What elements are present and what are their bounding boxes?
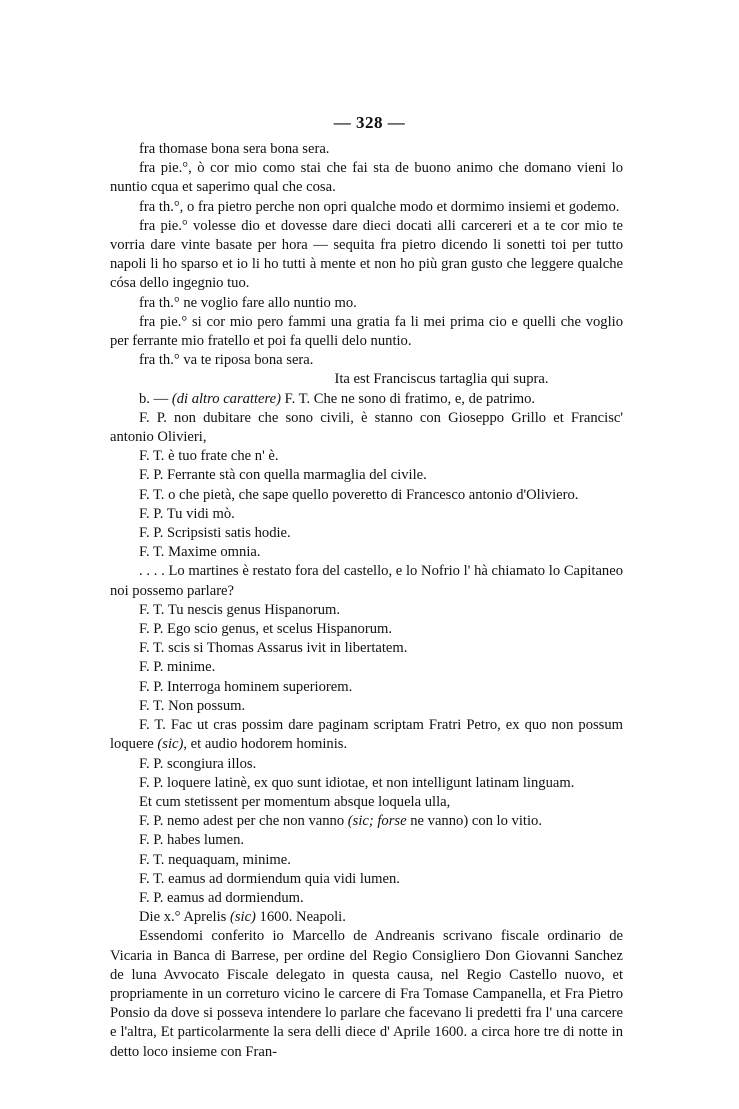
page-number: — 328 — [333, 113, 406, 132]
text-line [110, 908, 623, 927]
text-line: F. T. scis si Thomas Assarus ivit in libertatem. [139, 640, 408, 657]
text-fragment: F. P. nemo adest per che non vanno [139, 813, 345, 830]
italic-note: (sic) [157, 736, 184, 753]
signature-line: Ita est Franciscus tartaglia qui supra. [334, 371, 549, 388]
text-line: F. T. è tuo frate che n' è. [139, 448, 279, 465]
text-line: F. P. Interroga hominem superiorem. [139, 678, 353, 695]
text-fragment: con lo vitio. [468, 813, 542, 830]
text-line: F. P. Ego scio genus, et scelus Hispanorum. [139, 621, 392, 638]
text-fragment: F. T. Che ne sono di fratimo, e, de patrimo. [281, 390, 536, 407]
text-line: fra thomase bona sera bona sera. [139, 141, 330, 157]
text-fragment: 1600. Neapoli. [255, 909, 346, 926]
text-line: fra pie.° volesse dio et dovesse dare dieci docati alli carcereri et a te cor mio te vorria dare vinte basate per hora — sequita fra pietro dicendo li sonetti toi per tutto napoli li ho sparso et io li ho tutti à mente et non ho più gran gusto che leggere qualche cósa dello ingegnio tuo. [110, 217, 623, 292]
text-fragment: F. T. Fac ut cras possim dare paginam scriptam Fratri Petro, ex quo non possum loquere [110, 717, 623, 753]
text-line: F. P. minime. [139, 659, 216, 676]
text-line: F. T. Tu nescis genus Hispanorum. [139, 601, 340, 618]
text-line [110, 716, 623, 754]
text-line: F. P. non dubitare che sono civili, è stanno con Gioseppo Grillo et Francisc' antonio Olivieri, [110, 409, 623, 446]
text-line: F. T. o che pietà, che sape quello poveretto di Francesco antonio d'Oliviero. [139, 486, 579, 503]
body-text [110, 140, 623, 1062]
text-fragment: Die x.° Aprelis [139, 909, 227, 926]
text-line: fra pie.° si cor mio pero fammi una gratia fa li mei prima cio e quelli che voglio per ferrante mio fratello et poi fa quelli delo nuntio. [110, 313, 623, 350]
text-fragment: , et audio hodorem hominis. [183, 736, 348, 753]
text-line: F. P. eamus ad dormiendum. [139, 889, 304, 906]
text-line: fra pie.°, ò cor mio como stai che fai sta de buono animo che domano vieni lo nuntio cqua et saperimo qual che cosa. [110, 160, 623, 196]
text-line: fra th.° va te riposa bona sera. [139, 352, 314, 369]
text-line: F. P. habes lumen. [139, 832, 245, 849]
text-line: . . . . Lo martines è restato fora del castello, e lo Nofrio l' hà chiamato lo Capitaneo noi possemo parlare? [110, 563, 623, 599]
text-line: F. P. Scripsisti satis hodie. [139, 525, 291, 542]
text-line: F. T. Non possum. [139, 697, 246, 714]
text-fragment: ne vanno) [406, 813, 469, 830]
text-line: F. P. loquere latinè, ex quo sunt idiotae, et non intelligunt latinam linguam. [139, 774, 575, 791]
text-line: F. T. Maxime omnia. [139, 544, 261, 561]
text-line: F. P. scongiura illos. [139, 755, 257, 772]
text-line: fra th.° ne voglio fare allo nuntio mo. [139, 294, 357, 311]
text-line: F. P. Ferrante stà con quella marmaglia del civile. [139, 467, 427, 484]
text-fragment: b. — [139, 390, 172, 407]
italic-note: (di altro carattere) [171, 390, 282, 407]
text-line: F. T. nequaquam, minime. [139, 851, 291, 868]
text-line: Et cum stetissent per momentum absque loquela ulla, [139, 793, 451, 810]
text-line [110, 812, 623, 831]
text-line [110, 390, 623, 409]
text-line: F. P. Tu vidi mò. [139, 505, 235, 522]
text-line: fra th.°, o fra pietro perche non opri qualche modo et dormimo insiemi et godemo. [139, 198, 620, 215]
paragraph: Essendomi conferito io Marcello de Andreanis scrivano fiscale ordinario de Vicaria in Banca di Barrese, per ordine del Regio Consigliero Don Giovanni Sanchez de luna Avvocato Fiscale delegato in questa causa, nel Regio Castello nuovo, et propriamente in un correturo vicino le carcere di Fra Tomase Campanella, et Fra Pietro Ponsio da dove si posseva intendere lo parlare che facevano li predetti fra l' una carcere e l'altra, Et particolarmente la sera delli diece d' Aprile 1600. a circa hore tre di notte in detto loco insieme con Fran- [110, 928, 623, 1060]
text-line: F. T. eamus ad dormiendum quia vidi lumen. [139, 870, 400, 887]
italic-note: (sic) [229, 909, 256, 926]
italic-note: (sic; forse [347, 813, 407, 830]
